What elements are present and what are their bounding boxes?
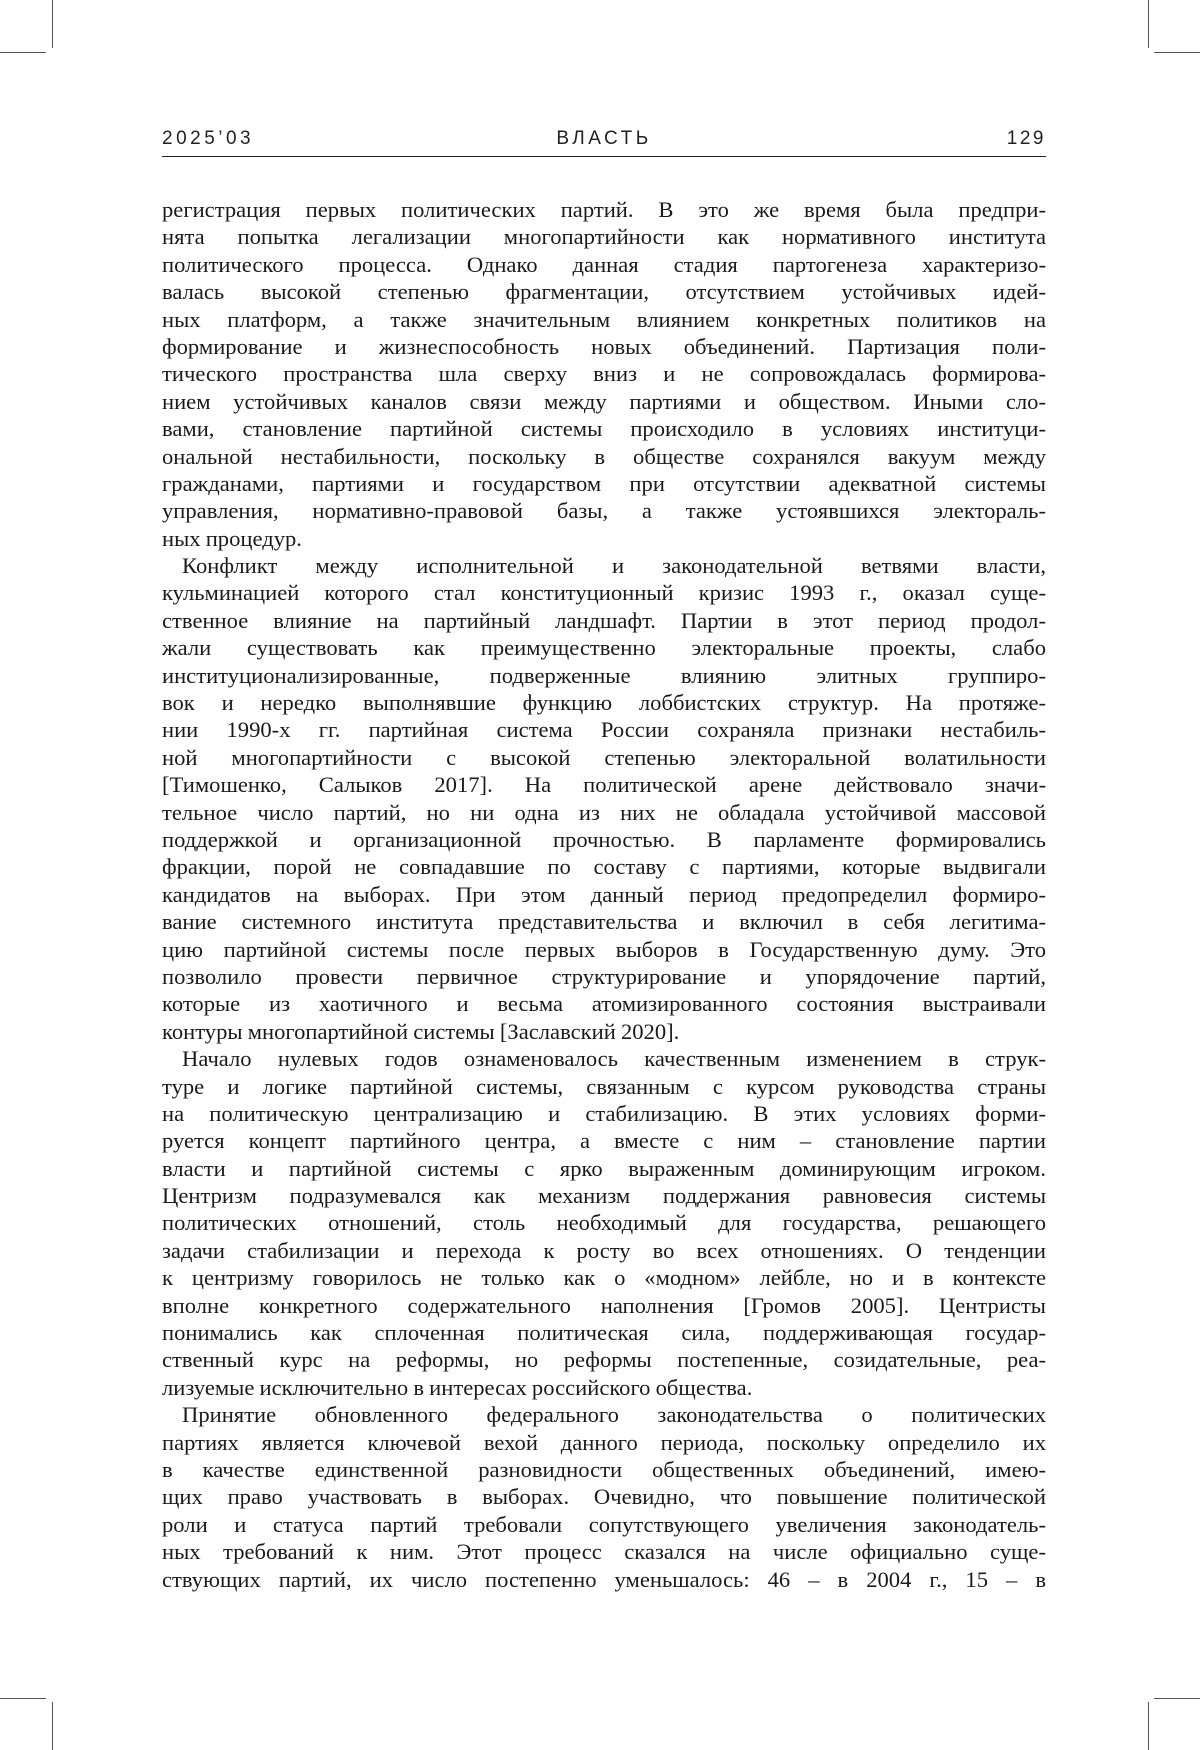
text-line: цию партийной системы после первых выборов в Государственную думу. Это: [162, 936, 1046, 963]
text-line: институционализированные, подверженные влиянию элитных группиро-: [162, 662, 1046, 689]
text-line: задачи стабилизации и перехода к росту во всех отношениях. О тенденции: [162, 1237, 1046, 1264]
crop-mark: [1154, 1698, 1200, 1699]
paragraph: [162, 1401, 1046, 1593]
crop-mark: [0, 1698, 46, 1699]
text-line: ональной нестабильности, поскольку в обществе сохранялся вакуум между: [162, 443, 1046, 470]
text-line: понимались как сплоченная политическая сила, поддерживающая государ-: [162, 1319, 1046, 1346]
text-line: ственный курс на реформы, но реформы постепенные, созидательные, реа-: [162, 1346, 1046, 1373]
text-line: Начало нулевых годов ознаменовалось качественным изменением в струк-: [162, 1045, 1046, 1072]
text-line: тического пространства шла сверху вниз и не сопровождалась формирова-: [162, 360, 1046, 387]
crop-mark: [0, 52, 46, 53]
running-head: [162, 126, 1046, 157]
text-line: тельное число партий, но ни одна из них не обладала устойчивой массовой: [162, 799, 1046, 826]
text-line: руется концепт партийного центра, а вместе с ним – становление партии: [162, 1127, 1046, 1154]
text-line: ных требований к ним. Этот процесс сказался на числе официально суще-: [162, 1538, 1046, 1565]
text-line: ных процедур.: [162, 525, 1046, 552]
text-line: ственное влияние на партийный ландшафт. Партии в этот период продол-: [162, 607, 1046, 634]
text-line: кандидатов на выборах. При этом данный период предопределил формиро-: [162, 881, 1046, 908]
text-line: к центризму говорилось не только как о «модном» лейбле, но и в контексте: [162, 1264, 1046, 1291]
paragraph: [162, 1045, 1046, 1401]
text-line: политических отношений, столь необходимый для государства, решающего: [162, 1209, 1046, 1236]
text-line: контуры многопартийной системы [Заславский 2020].: [162, 1018, 1046, 1045]
text-line: которые из хаотичного и весьма атомизированного состояния выстраивали: [162, 990, 1046, 1017]
text-line: вами, становление партийной системы происходило в условиях институци-: [162, 415, 1046, 442]
text-line: в качестве единственной разновидности общественных объединений, имею-: [162, 1456, 1046, 1483]
crop-mark: [1148, 0, 1149, 48]
text-line: нии 1990-х гг. партийная система России сохраняла признаки нестабиль-: [162, 716, 1046, 743]
text-line: нием устойчивых каналов связи между партиями и обществом. Иными сло-: [162, 388, 1046, 415]
text-line: вок и нередко выполнявшие функцию лоббистских структур. На протяже-: [162, 689, 1046, 716]
crop-mark: [1148, 1702, 1149, 1750]
text-line: поддержкой и организационной прочностью. В парламенте формировались: [162, 826, 1046, 853]
text-line: кульминацией которого стал конституционный кризис 1993 г., оказал суще-: [162, 579, 1046, 606]
text-line: управления, нормативно-правовой базы, а также устоявшихся электораль-: [162, 497, 1046, 524]
text-line: ной многопартийности с высокой степенью электоральной волатильности: [162, 744, 1046, 771]
text-line: вание системного института представительства и включил в себя легитима-: [162, 908, 1046, 935]
text-line: Центризм подразумевался как механизм поддержания равновесия системы: [162, 1182, 1046, 1209]
text-line: ствующих партий, их число постепенно уменьшалось: 46 – в 2004 г., 15 – в: [162, 1566, 1046, 1593]
text-line: вполне конкретного содержательного наполнения [Громов 2005]. Центристы: [162, 1292, 1046, 1319]
text-line: роли и статуса партий требовали сопутствующего увеличения законодатель-: [162, 1511, 1046, 1538]
issue-number: 2025’03: [162, 126, 254, 152]
text-line: валась высокой степенью фрагментации, отсутствием устойчивых идей-: [162, 278, 1046, 305]
text-line: жали существовать как преимущественно электоральные проекты, слабо: [162, 634, 1046, 661]
text-line: политического процесса. Однако данная стадия партогенеза характеризо-: [162, 251, 1046, 278]
paragraph: [162, 552, 1046, 1045]
text-line: позволило провести первичное структурирование и упорядочение партий,: [162, 963, 1046, 990]
article-body: [162, 196, 1046, 1593]
text-line: щих право участвовать в выборах. Очевидно, что повышение политической: [162, 1483, 1046, 1510]
crop-mark: [52, 0, 53, 48]
text-line: Принятие обновленного федерального законодательства о политических: [162, 1401, 1046, 1428]
text-line: партиях является ключевой вехой данного периода, поскольку определило их: [162, 1429, 1046, 1456]
crop-mark: [1154, 52, 1200, 53]
text-line: Конфликт между исполнительной и законодательной ветвями власти,: [162, 552, 1046, 579]
text-line: гражданами, партиями и государством при отсутствии адекватной системы: [162, 470, 1046, 497]
text-line: туре и логике партийной системы, связанным с курсом руководства страны: [162, 1073, 1046, 1100]
paragraph: [162, 196, 1046, 552]
text-line: [Тимошенко, Салыков 2017]. На политической арене действовало значи-: [162, 771, 1046, 798]
text-line: формирование и жизнеспособность новых объединений. Партизация поли-: [162, 333, 1046, 360]
text-line: ных платформ, а также значительным влиянием конкретных политиков на: [162, 306, 1046, 333]
text-line: лизуемые исключительно в интересах российского общества.: [162, 1374, 1046, 1401]
page-number: 129: [1007, 126, 1046, 152]
text-line: власти и партийной системы с ярко выраженным доминирующим игроком.: [162, 1155, 1046, 1182]
text-line: нята попытка легализации многопартийности как нормативного института: [162, 223, 1046, 250]
text-line: регистрация первых политических партий. В это же время была предпри-: [162, 196, 1046, 223]
journal-title: ВЛАСТЬ: [162, 126, 1046, 152]
crop-mark: [52, 1702, 53, 1750]
text-line: на политическую централизацию и стабилизацию. В этих условиях форми-: [162, 1100, 1046, 1127]
text-line: фракции, порой не совпадавшие по составу с партиями, которые выдвигали: [162, 853, 1046, 880]
